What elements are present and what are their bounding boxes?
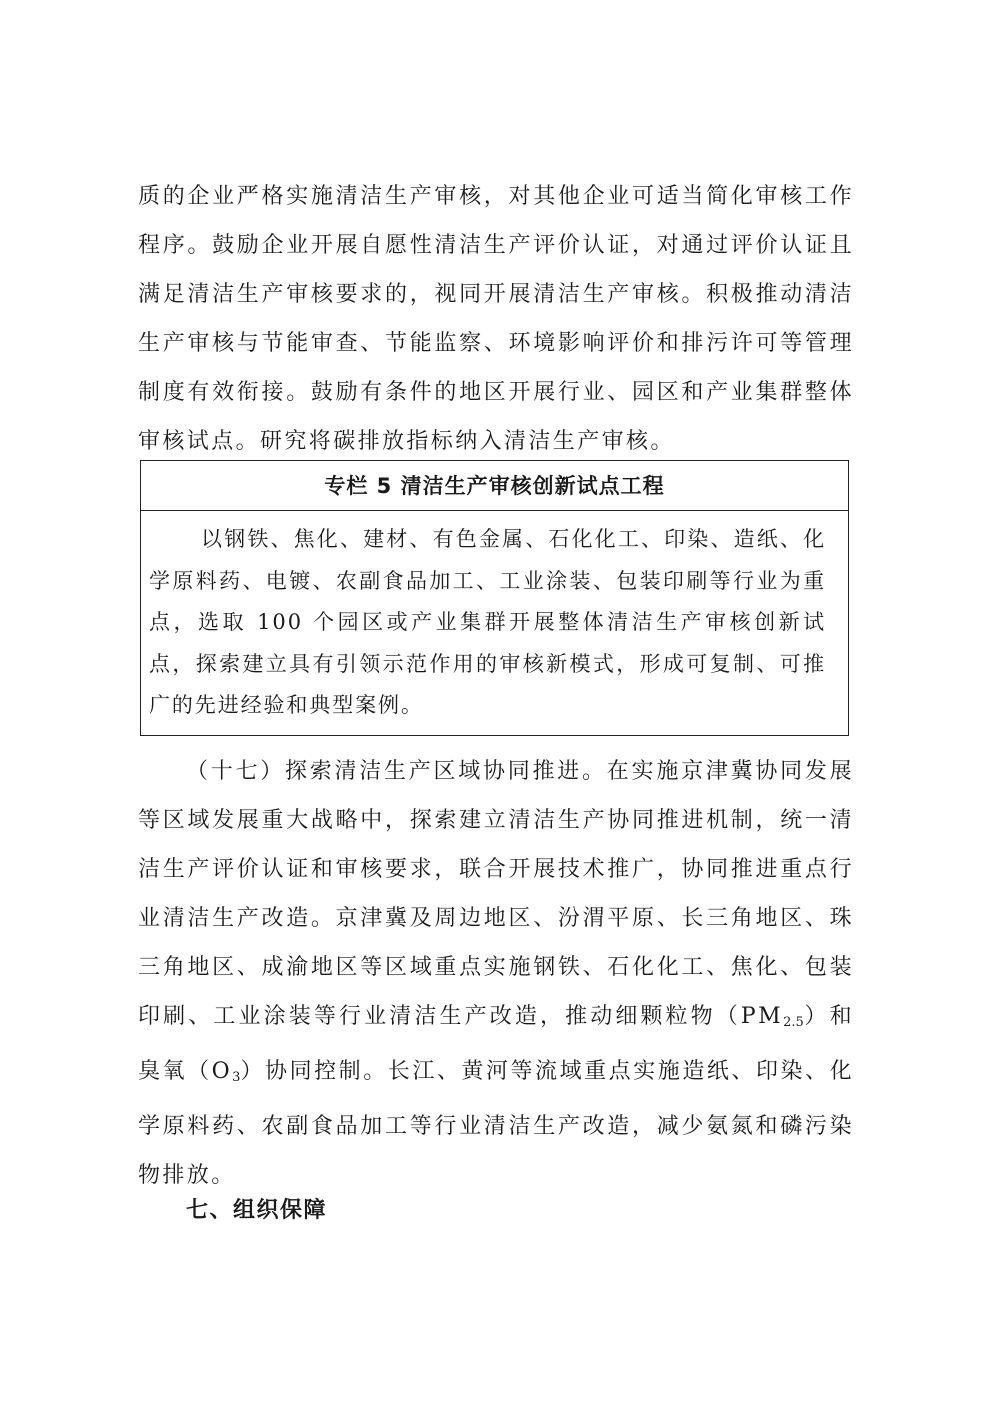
o3-subscript: 3: [232, 1070, 241, 1085]
paragraph-regional-coordination: [138, 747, 854, 1200]
paragraph-text-part-c: ）协同控制。长江、黄河等流域重点实施造纸、印染、化学原料药、农副食品加工等行业清洁生产改造，减少氨氮和磷污染物排放。: [138, 1059, 854, 1188]
column-box-5: [140, 460, 849, 736]
column-box-title: 专栏 5 清洁生产审核创新试点工程: [141, 461, 848, 511]
paragraph-audit-simplification: 质的企业严格实施清洁生产审核，对其他企业可适当简化审核工作程序。鼓励企业开展自愿性清洁生产评价认证，对通过评价认证且满足清洁生产审核要求的，视同开展清洁生产审核。积极推动清洁生产审核与节能审查、节能监察、环境影响评价和排污许可等管理制度有效衔接。鼓励有条件的地区开展行业、园区和产业集群整体审核试点。研究将碳排放指标纳入清洁生产审核。: [138, 184, 854, 454]
column-box-body: 以钢铁、焦化、建材、有色金属、石化化工、印染、造纸、化学原料药、电镀、农副食品加工、工业涂装、包装印刷等行业为重点，选取 100 个园区或产业集群开展整体清洁生产审核创新试点，探索建立具有引领示范作用的审核新模式，形成可复制、可推广的先进经验和典型案例。: [149, 527, 826, 717]
pm-subscript: 2.5: [783, 1015, 804, 1030]
paragraph-text-part-b: ）和臭氧（O: [138, 1004, 854, 1084]
section-heading: 七、组织保障: [186, 1198, 328, 1223]
paragraph-text-part-a: （十七）探索清洁生产区域协同推进。在实施京津冀协同发展等区域发展重大战略中，探索建立清洁生产协同推进机制，统一清洁生产评价认证和审核要求，联合开展技术推广，协同推进重点行业清洁生产改造。京津冀及周边地区、汾渭平原、长三角地区、珠三角地区、成渝地区等区域重点实施钢铁、石化化工、焦化、包装印刷、工业涂装等行业清洁生产改造，推动细颗粒物（PM: [138, 759, 854, 1029]
